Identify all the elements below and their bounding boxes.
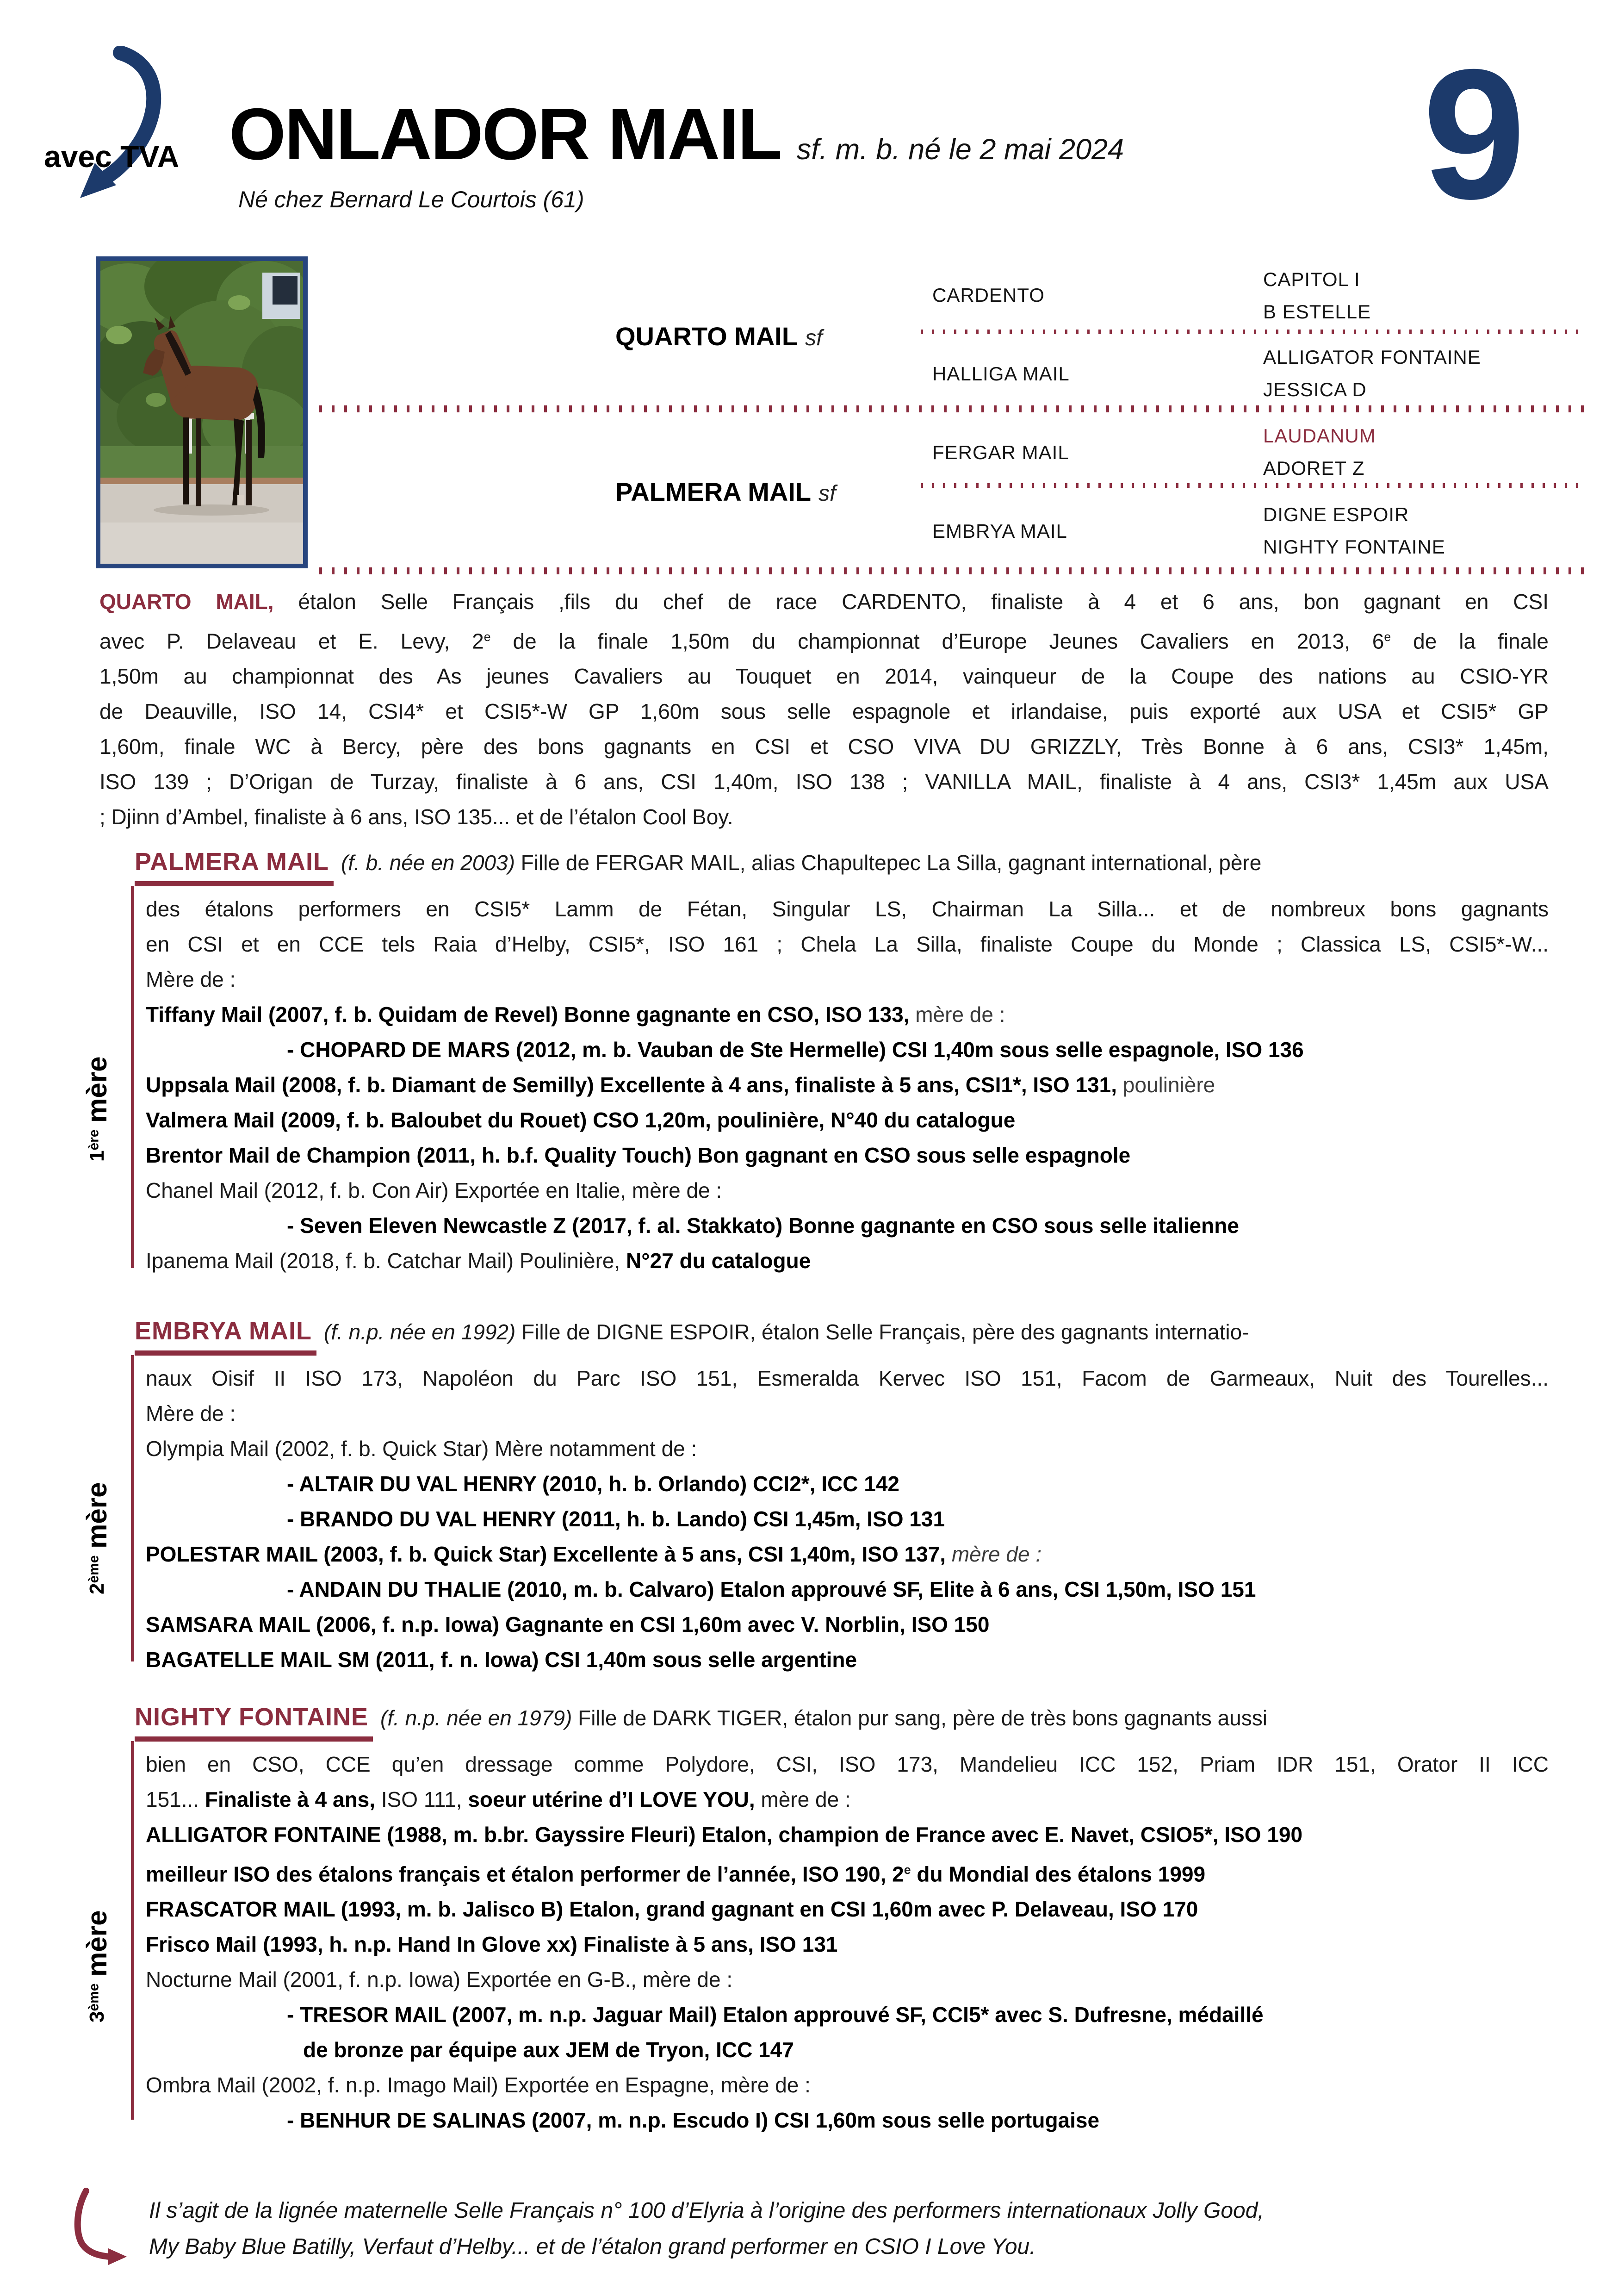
pedigree-entry: ALLIGATOR FONTAINE: [1263, 346, 1481, 368]
text-line: 1,50m au championnat des As jeunes Cavaliers au Touquet en 2014, vainqueur de la Coupe des nations au CSIO-YR: [99, 664, 1549, 689]
text-line: Frisco Mail (1993, h. n.p. Hand In Glove xx) Finaliste à 5 ans, ISO 131: [146, 1932, 838, 1957]
label-ordinal: ème: [86, 1555, 102, 1583]
text-line: Mère de :: [146, 967, 236, 991]
text-line: - Seven Eleven Newcastle Z (2017, f. al. Stakkato) Bonne gagnante en CSO sous selle italienne: [287, 1213, 1239, 1238]
dam-heading-text: (f. b. née en 2003) Fille de FERGAR MAIL, alias Chapultepec La Silla, gagnant international, père: [341, 851, 1262, 875]
text-line: QUARTO MAIL, étalon Selle Français ,fils du chef de race CARDENTO, finaliste à 4 et 6 ans, bon gagnant en CSI: [99, 590, 1549, 614]
text-line: Uppsala Mail (2008, f. b. Diamant de Semilly) Excellente à 4 ans, finaliste à 5 ans, CSI1*, ISO 131, poulinière: [146, 1073, 1215, 1097]
foal-photo-illustration: [100, 261, 303, 564]
maternal-line-note: [149, 2193, 1551, 2265]
pedigree-entry: DIGNE ESPOIR: [1263, 504, 1409, 525]
text-line: 1,60m, finale WC à Bercy, père des bons gagnants en CSI et CSO VIVA DU GRIZZLY, Très Bonne à 6 ans, CSI3* 1,45m,: [99, 734, 1549, 759]
pedigree-entry: LAUDANUM: [1263, 425, 1376, 447]
section-rule: [131, 886, 134, 1268]
text-line: FRASCATOR MAIL (1993, m. b. Jalisco B) Etalon, grand gagnant en CSI 1,60m avec P. Delaveau, ISO 170: [146, 1897, 1198, 1922]
dam-name-heading: PALMERA MAIL: [135, 847, 334, 886]
second-dam-heading: EMBRYA MAIL: [135, 1316, 316, 1356]
second-dam-lines: [146, 1361, 1549, 1677]
text-line: 151... Finaliste à 4 ans, ISO 111, soeur utérine d’I LOVE YOU, mère de :: [146, 1787, 851, 1811]
text-line: Valmera Mail (2009, f. b. Baloubet du Rouet) CSO 1,20m, poulinière, N°40 du catalogue: [146, 1108, 1016, 1132]
text-line: avec P. Delaveau et E. Levy, 2e de la finale 1,50m du championnat d’Europe Jeunes Cavaliers en 2013, 6e de la finale: [99, 629, 1549, 653]
pedigree-divider: [921, 483, 1587, 488]
pedigree-entry: HALLIGA MAIL: [932, 363, 1070, 385]
pedigree-sire: [615, 320, 822, 355]
footer-arrow-icon: [69, 2187, 130, 2266]
foal-photo: [96, 256, 308, 568]
label-word: mère: [81, 1057, 112, 1123]
text-line: ; Djinn d’Ambel, finaliste à 6 ans, ISO 135... et de l’étalon Cool Boy.: [99, 805, 733, 829]
pedigree-sire-name: QUARTO MAIL: [615, 322, 798, 351]
pedigree-entry: ADORET Z: [1263, 457, 1365, 479]
third-dam-section: [146, 1747, 1549, 2138]
pedigree-divider: [921, 330, 1587, 334]
label-word: mère: [81, 1910, 112, 1977]
curved-arrow-icon: [25, 46, 164, 199]
horse-name-title: ONLADOR MAIL: [229, 93, 781, 175]
third-dam-lines: [146, 1747, 1549, 2138]
text-line: meilleur ISO des étalons français et étalon performer de l’année, ISO 190, 2e du Mondial des étalons 1999: [146, 1862, 1206, 1886]
text-line: Ombra Mail (2002, f. n.p. Imago Mail) Exportée en Espagne, mère de :: [146, 2073, 811, 2097]
section-rule: [131, 1355, 134, 1661]
second-dam-label: [81, 1428, 113, 1594]
pedigree-entry: JESSICA D: [1263, 379, 1367, 400]
horse-description: sf. m. b. né le 2 mai 2024: [796, 133, 1124, 166]
text-line: Mère de :: [146, 1401, 236, 1425]
text-line: - ANDAIN DU THALIE (2010, m. b. Calvaro) Etalon approuvé SF, Elite à 6 ans, CSI 1,50m, ISO 151: [287, 1577, 1256, 1601]
footer-line: Il s’agit de la lignée maternelle Selle Français n° 100 d’Elyria à l’origine des performers internationaux Jolly Good,: [149, 2198, 1264, 2223]
third-dam-heading: NIGHTY FONTAINE: [135, 1702, 373, 1742]
pedigree-entry: NIGHTY FONTAINE: [1263, 536, 1445, 558]
text-line: - ALTAIR DU VAL HENRY (2010, h. b. Orlando) CCI2*, ICC 142: [287, 1472, 899, 1496]
label-ordinal: ème: [86, 1983, 102, 2011]
page-header: [229, 95, 1124, 174]
text-line: - CHOPARD DE MARS (2012, m. b. Vauban de Ste Hermelle) CSI 1,40m sous selle espagnole, ISO 136: [287, 1038, 1304, 1062]
label-ordinal: ère: [86, 1129, 102, 1151]
pedigree-divider: [319, 567, 1587, 574]
mere-section-title: [135, 1702, 1267, 1742]
pedigree-dam-name: PALMERA MAIL: [615, 477, 812, 506]
text-line: Brentor Mail de Champion (2011, h. b.f. Quality Touch) Bon gagnant en CSO sous selle espagnole: [146, 1143, 1131, 1167]
pedigree-entry: CAPITOL I: [1263, 268, 1360, 290]
third-dam-label: [81, 1856, 113, 2022]
text-line: de Deauville, ISO 14, CSI4* et CSI5*-W GP 1,60m sous selle espagnole et irlandaise, puis exporté aux USA et CSI5* GP: [99, 699, 1549, 724]
second-dam-heading-text: (f. n.p. née en 1992) Fille de DIGNE ESPOIR, étalon Selle Français, père des gagnants internatio-: [324, 1320, 1249, 1344]
first-dam-lines: [146, 891, 1549, 1278]
pedigree-sire-studbook: sf: [805, 326, 823, 350]
lot-number: 9: [1423, 31, 1526, 237]
text-line: BAGATELLE MAIL SM (2011, f. n. Iowa) CSI 1,40m sous selle argentine: [146, 1648, 857, 1672]
text-line: des étalons performers en CSI5* Lamm de Fétan, Singular LS, Chairman La Silla... et de nombreux bons gagnants: [146, 897, 1549, 921]
label-number: 2: [86, 1583, 108, 1594]
text-line: en CSI et en CCE tels Raia d’Helby, CSI5*, ISO 161 ; Chela La Silla, finaliste Coupe du Monde ; Classica LS, CSI5*-W...: [146, 932, 1549, 956]
sire-paragraph-lines: [99, 584, 1549, 834]
vat-label: avec TVA: [44, 139, 180, 174]
sire-paragraph: [99, 584, 1549, 834]
pedigree-divider: [319, 405, 1587, 412]
section-rule: [131, 1741, 134, 2120]
text-line: Tiffany Mail (2007, f. b. Quidam de Revel) Bonne gagnante en CSO, ISO 133, mère de :: [146, 1002, 1005, 1027]
pedigree-entry: B ESTELLE: [1263, 301, 1371, 323]
label-word: mère: [81, 1482, 112, 1549]
label-number: 1: [86, 1150, 108, 1162]
footer-line: My Baby Blue Batilly, Verfaut d’Helby... et de l’étalon grand performer en CSIO I Love You.: [149, 2234, 1036, 2259]
mere-section-title: [135, 847, 1261, 886]
text-line: POLESTAR MAIL (2003, f. b. Quick Star) Excellente à 5 ans, CSI 1,40m, ISO 137, mère de :: [146, 1542, 1042, 1566]
pedigree-entry: FERGAR MAIL: [932, 442, 1069, 463]
text-line: ALLIGATOR FONTAINE (1988, m. b.br. Gayssire Fleuri) Etalon, champion de France avec E. Navet, CSIO5*, ISO 190: [146, 1823, 1303, 1847]
text-line: Olympia Mail (2002, f. b. Quick Star) Mère notamment de :: [146, 1437, 697, 1461]
text-line: ISO 139 ; D’Origan de Turzay, finaliste à 6 ans, CSI 1,40m, ISO 138 ; VANILLA MAIL, finaliste à 4 ans, CSI3* 1,45m aux USA: [99, 770, 1549, 794]
pedigree-entry: CARDENTO: [932, 284, 1045, 306]
pedigree-entry: EMBRYA MAIL: [932, 520, 1067, 542]
text-line: Ipanema Mail (2018, f. b. Catchar Mail) Poulinière, N°27 du catalogue: [146, 1249, 811, 1273]
breeder-line: Né chez Bernard Le Courtois (61): [238, 187, 584, 212]
text-line: - BRANDO DU VAL HENRY (2011, h. b. Lando) CSI 1,45m, ISO 131: [287, 1507, 945, 1531]
pedigree-dam-studbook: sf: [818, 481, 836, 506]
text-line: Chanel Mail (2012, f. b. Con Air) Exportée en Italie, mère de :: [146, 1178, 722, 1202]
first-dam-section: [146, 891, 1549, 1278]
first-dam-label: [81, 995, 113, 1162]
text-line: de bronze par équipe aux JEM de Tryon, ICC 147: [303, 2038, 794, 2062]
text-line: - BENHUR DE SALINAS (2007, m. n.p. Escudo I) CSI 1,60m sous selle portugaise: [287, 2108, 1100, 2133]
text-line: Nocturne Mail (2001, f. n.p. Iowa) Exportée en G-B., mère de :: [146, 1967, 733, 1992]
text-line: SAMSARA MAIL (2006, f. n.p. Iowa) Gagnante en CSI 1,60m avec V. Norblin, ISO 150: [146, 1612, 990, 1636]
text-line: bien en CSO, CCE qu’en dressage comme Polydore, CSI, ISO 173, Mandelieu ICC 152, Priam IDR 151, Orator II ICC: [146, 1752, 1549, 1776]
pedigree-dam: [615, 476, 836, 510]
third-dam-heading-text: (f. n.p. née en 1979) Fille de DARK TIGER, étalon pur sang, père de très bons gagnants aussi: [380, 1706, 1267, 1730]
label-number: 3: [86, 2011, 108, 2022]
second-dam-section: [146, 1361, 1549, 1677]
text-line: - TRESOR MAIL (2007, m. n.p. Jaguar Mail) Etalon approuvé SF, CCI5* avec S. Dufresne, médaillé: [287, 2003, 1264, 2027]
mere-section-title: [135, 1316, 1249, 1356]
text-line: naux Oisif II ISO 173, Napoléon du Parc ISO 151, Esmeralda Kervec ISO 151, Facom de Garmeaux, Nuit des Tourelles...: [146, 1366, 1549, 1390]
